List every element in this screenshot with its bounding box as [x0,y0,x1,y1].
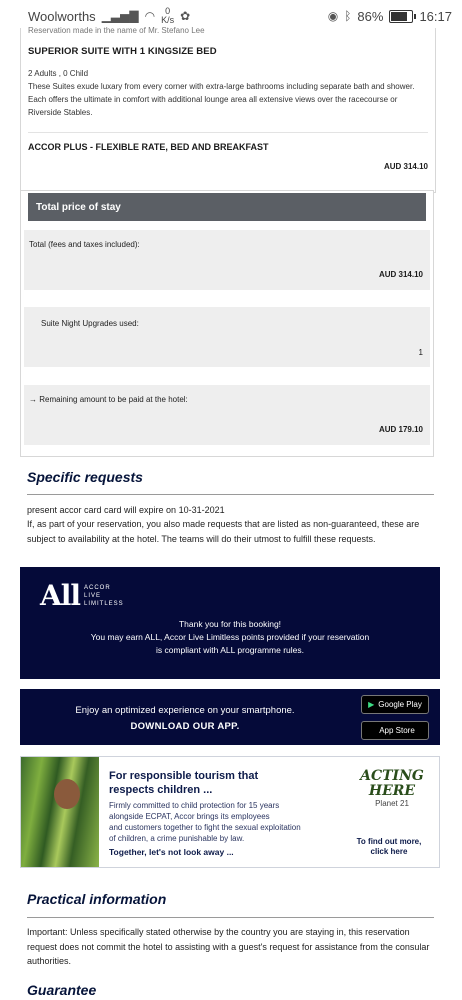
google-play-button[interactable] [361,695,429,714]
remaining-value: AUD 179.10 [378,425,423,434]
find-out-more-link[interactable] [339,837,439,857]
planet21-label: Planet 21 [375,799,409,808]
acting-logo-line1: ACTING [360,768,424,784]
total-row [24,230,430,290]
acting-logo-line2: HERE [368,783,416,799]
status-right [328,9,452,24]
tourism-body-line2: alongside ECPAT, Accor brings its employees [109,812,270,821]
tourism-title-line2: respects children ... [109,784,213,796]
app-banner-text: Enjoy an optimized experience on your smartphone. [75,705,295,716]
all-loyalty-banner [20,567,440,679]
divider [28,132,428,133]
child-photo [21,757,99,867]
eye-icon: ◉ [327,9,339,23]
specific-requests-title: Specific requests [27,469,143,485]
upgrades-label: Suite Night Upgrades used: [41,319,139,328]
tourism-body-line1: Firmly committed to child protection for 15 years [109,801,280,810]
app-store-button[interactable] [361,721,429,740]
child-face [54,779,80,809]
battery-icon [389,10,413,23]
reservation-name-text: Reservation made in the name of Mr. Stefano Lee [28,26,205,35]
divider [27,917,434,918]
app-download-banner [20,689,440,745]
total-value: AUD 314.10 [378,270,423,279]
responsible-tourism-banner[interactable] [20,756,440,868]
guarantee-title: Guarantee [27,982,97,998]
google-play-icon: ▶ [368,700,375,709]
specific-requests-line1: present accor card card will expire on 10-31-2021 [27,505,225,515]
google-play-label: Google Play [378,700,422,709]
divider [27,494,434,495]
huawei-icon: ✿ [180,9,191,23]
carrier-name: Woolworths [28,8,96,24]
acting-here-logo [353,769,431,808]
practical-info-title: Practical information [27,891,167,907]
room-guests: 2 Adults , 0 Child [28,69,89,78]
clock: 16:17 [419,8,452,24]
price-summary-card [20,190,434,457]
bluetooth-icon: ᛒ [344,9,352,23]
all-logo-subtitle: ACCOR LIVE LIMITLESS [84,584,124,607]
all-message [20,618,440,657]
price-header: Total price of stay [28,193,426,221]
rate-price: AUD 314.10 [383,162,428,171]
tourism-body-line3: and customers together to fight the sexual exploitation [109,823,301,832]
remaining-label: Remaining amount to be paid at the hotel: [39,395,188,404]
battery-percent: 86% [357,8,384,24]
arrow-right-icon: → [29,395,40,404]
specific-requests-note: If, as part of your reservation, you also made requests that are listed as non-guaranteed, these are subject to availability at the hotel. The teams will do their utmost to fulfill these requests. [27,519,420,544]
signal-icon: ▁▃▅▇ [101,9,139,23]
app-banner-cta: DOWNLOAD OUR APP. [130,721,240,732]
remaining-row [24,385,430,445]
tourism-body-line4: of children, a crime punishable by law. [109,834,245,843]
room-title: SUPERIOR SUITE WITH 1 KINGSIZE BED [28,46,217,57]
room-details-card [20,28,436,193]
app-store-label: App Store [379,726,415,735]
all-logo [40,579,124,612]
net-speed: 0 K/s [161,6,175,25]
all-message-line3: is compliant with ALL programme rules. [155,645,305,655]
wifi-icon: ◠ [144,9,156,23]
room-description: These Suites exude luxary from every corner with extra-large bathrooms including separate bath and shower. Each offers the ultimate in comfort with additional lounge area all extensive views over the racecourse or Riverside Stables. [28,82,415,117]
total-label: Total (fees and taxes included): [29,240,140,249]
remaining-label-group [29,395,188,404]
practical-info-text: Important: Unless specifically stated otherwise by the country you are staying in, this reservation request does not commit the hotel to assisting with a guest's request for assistance from the consular authorities. [27,927,430,966]
status-left [28,7,190,25]
upgrades-row [24,307,430,367]
all-logo-mark: All [40,579,80,612]
all-message-line2: You may earn ALL, Accor Live Limitless points provided if your reservation [90,632,370,642]
tourism-title [109,769,258,797]
rate-name: ACCOR PLUS - FLEXIBLE RATE, BED AND BREAKFAST [28,142,269,152]
tourism-title-line1: For responsible tourism that [109,770,259,782]
tourism-tagline: Together, let's not look away ... [109,847,234,857]
upgrades-value: 1 [418,348,423,357]
find-out-more-line2: click here [370,847,408,856]
find-out-more-line1: To find out more, [356,837,422,846]
tourism-body [109,800,349,844]
all-message-line1: Thank you for this booking! [178,619,282,629]
